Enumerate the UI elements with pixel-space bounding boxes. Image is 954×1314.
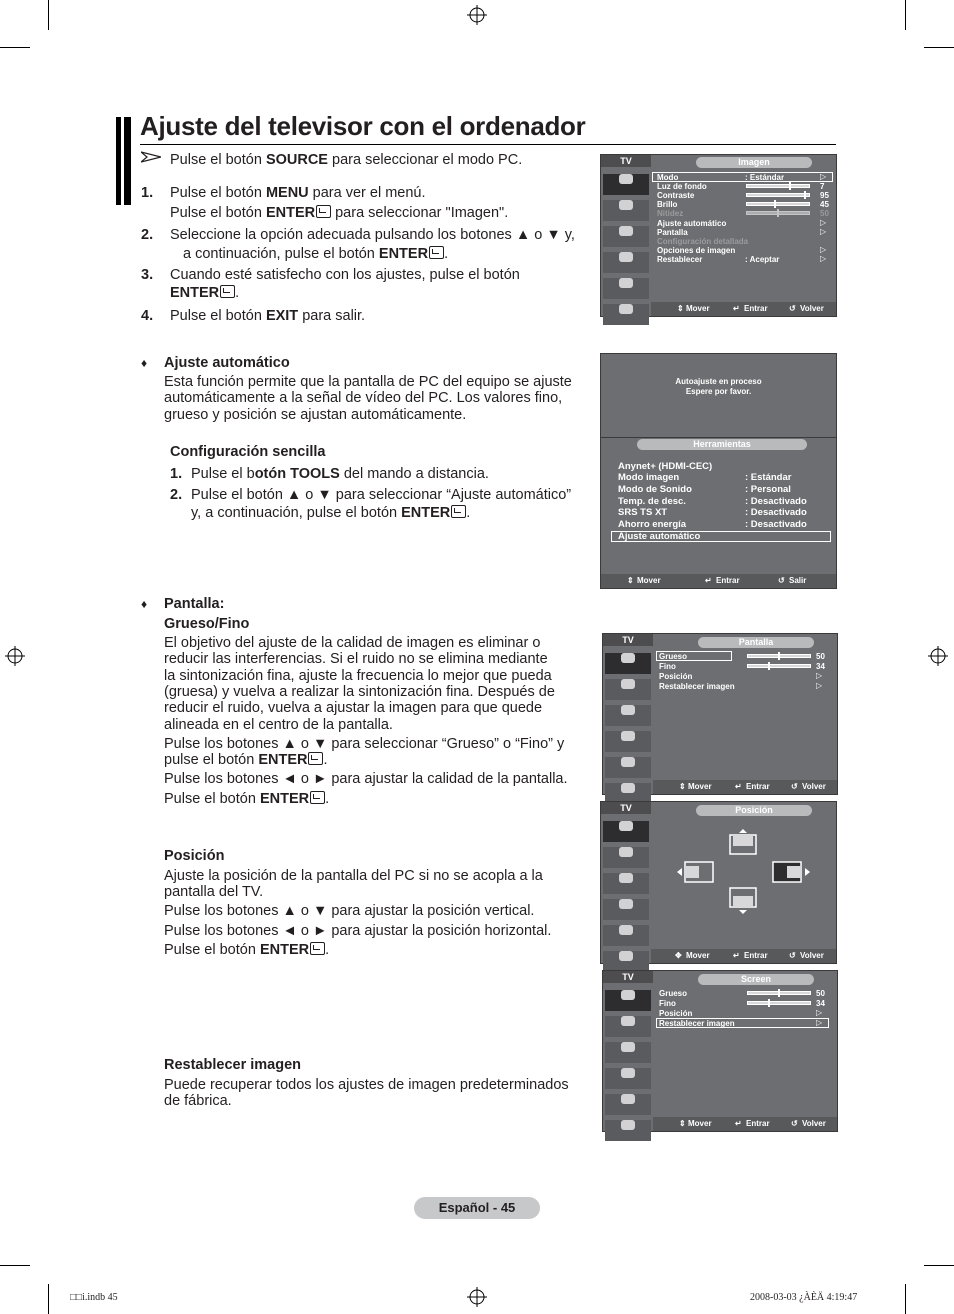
osd-menu-item[interactable]: Modo de Sonido bbox=[618, 484, 692, 495]
osd-sidebar bbox=[603, 169, 649, 327]
section-heading: Pantalla: bbox=[164, 596, 225, 612]
osd-slider[interactable] bbox=[747, 991, 811, 995]
return-icon: ↺ bbox=[789, 951, 796, 960]
footer-move-label: Mover bbox=[688, 782, 712, 791]
submenu-arrow-icon: ▷ bbox=[820, 245, 827, 254]
osd-header: Pantalla bbox=[698, 637, 814, 648]
osd-posicion-screen bbox=[600, 801, 837, 964]
osd-slider[interactable] bbox=[746, 184, 810, 188]
osd-menu-item[interactable]: Restablecer bbox=[657, 255, 703, 264]
osd-item-value: : Desactivado bbox=[745, 496, 807, 507]
input-menu-icon bbox=[603, 278, 649, 299]
step-number: 3. bbox=[141, 267, 154, 283]
osd-footer bbox=[651, 302, 836, 316]
section-heading: Ajuste automático bbox=[164, 355, 290, 371]
osd-menu-item[interactable]: Contraste bbox=[657, 191, 695, 200]
osd-tab: TV bbox=[603, 634, 653, 646]
osd-slider[interactable] bbox=[747, 664, 811, 668]
osd-slider[interactable] bbox=[747, 654, 811, 658]
enter-icon: ↵ bbox=[735, 782, 742, 791]
sound-menu-icon bbox=[605, 679, 651, 700]
osd-item-number: 50 bbox=[816, 652, 825, 661]
osd-item-number: 45 bbox=[820, 200, 829, 209]
osd-menu-item[interactable]: Fino bbox=[659, 999, 676, 1008]
osd-item-number: 95 bbox=[820, 191, 829, 200]
osd-menu-item[interactable]: Anynet+ (HDMI-CEC) bbox=[618, 461, 713, 472]
osd-menu-item: Nitidez bbox=[657, 209, 684, 218]
step-number: 2. bbox=[170, 487, 183, 503]
slider-knob bbox=[778, 989, 780, 997]
input-menu-icon bbox=[605, 1094, 651, 1115]
osd-menu-item[interactable]: Restablecer imagen bbox=[659, 1019, 735, 1028]
step-text: Pulse el botón ▲ o ▼ para seleccionar “Ajuste automático” bbox=[191, 487, 572, 503]
osd-item-number: 50 bbox=[816, 989, 825, 998]
return-icon: ↺ bbox=[791, 1119, 798, 1128]
channel-menu-icon bbox=[603, 226, 649, 247]
sound-menu-icon bbox=[605, 1016, 651, 1037]
subsection-heading: Grueso/Fino bbox=[164, 616, 250, 632]
enter-icon bbox=[308, 752, 323, 765]
slider-knob bbox=[777, 209, 779, 217]
osd-slider[interactable] bbox=[746, 193, 810, 197]
paragraph-line: Pulse los botones ◄ o ► para ajustar la posición horizontal. bbox=[164, 923, 552, 939]
paragraph-line: la sintonización fina, ajuste la frecuencia lo mejor que pueda bbox=[164, 668, 552, 684]
footer-back-label: Volver bbox=[800, 304, 824, 313]
osd-item-value: : Personal bbox=[745, 484, 791, 495]
osd-item-value: : Estándar bbox=[745, 173, 785, 182]
footer-back-label: Salir bbox=[789, 576, 807, 585]
footer-enter-label: Entrar bbox=[744, 951, 768, 960]
footer-move-label: Mover bbox=[688, 1119, 712, 1128]
osd-footer bbox=[653, 1117, 837, 1131]
paragraph-line: alineada en el centro de la pantalla. bbox=[164, 717, 393, 733]
osd-tab: TV bbox=[601, 155, 651, 167]
osd-item-number: 7 bbox=[820, 182, 825, 191]
submenu-arrow-icon: ▷ bbox=[820, 254, 827, 263]
submenu-arrow-icon: ▷ bbox=[816, 1018, 823, 1027]
channel-menu-icon bbox=[605, 705, 651, 726]
enter-icon bbox=[451, 505, 466, 518]
paragraph-line: (gruesa) y vuelva a realizar la sintonización fina. Después de bbox=[164, 684, 555, 700]
enter-icon bbox=[316, 205, 331, 218]
paragraph-line: Pulse el botón ENTER . bbox=[164, 942, 330, 958]
submenu-arrow-icon: ▷ bbox=[816, 671, 823, 680]
move-icon: ⇕ bbox=[679, 1119, 686, 1128]
osd-menu-item[interactable]: Posición bbox=[659, 672, 693, 681]
footer-move-label: Mover bbox=[686, 951, 710, 960]
osd-footer bbox=[653, 780, 837, 794]
submenu-arrow-icon: ▷ bbox=[816, 1008, 823, 1017]
move-icon: ⇕ bbox=[627, 576, 634, 585]
osd-menu-item[interactable]: Modo imagen bbox=[618, 472, 680, 483]
osd-menu-item: Configuración detallada bbox=[657, 237, 749, 246]
crop-mark bbox=[905, 1284, 906, 1314]
crop-mark bbox=[905, 0, 906, 30]
osd-footer bbox=[651, 949, 836, 963]
osd-slider[interactable] bbox=[746, 202, 810, 206]
osd-item-number: 34 bbox=[816, 999, 825, 1008]
title-bar-decoration bbox=[116, 117, 121, 205]
registration-mark-icon bbox=[5, 646, 25, 666]
step-text: a continuación, pulse el botón ENTER . bbox=[183, 246, 449, 262]
osd-tools-screen bbox=[600, 437, 837, 589]
osd-pantalla-screen bbox=[602, 633, 838, 795]
osd-screen-screen bbox=[602, 970, 838, 1132]
step-text: Pulse el botón ENTER para seleccionar "Imagen". bbox=[170, 205, 509, 221]
paragraph-line: Pulse los botones ◄ o ► para ajustar la calidad de la pantalla. bbox=[164, 771, 568, 787]
slider-knob bbox=[804, 191, 806, 199]
title-bar-decoration bbox=[124, 117, 131, 205]
submenu-arrow-icon: ▷ bbox=[820, 172, 827, 181]
sound-menu-icon bbox=[603, 847, 649, 868]
bullet: ♦ bbox=[141, 597, 148, 611]
paragraph-line: reducir el ruido, vuelva a ajustar la imagen para que quede bbox=[164, 700, 543, 716]
osd-menu-item[interactable]: Modo bbox=[657, 173, 679, 182]
osd-slider bbox=[746, 211, 810, 215]
progress-message: Autoajuste en proceso bbox=[675, 377, 762, 386]
slider-knob bbox=[774, 200, 776, 208]
osd-sidebar bbox=[603, 816, 649, 974]
osd-tab: TV bbox=[601, 802, 651, 814]
osd-header: Posición bbox=[696, 805, 812, 816]
osd-sidebar bbox=[605, 648, 651, 806]
footer-enter-label: Entrar bbox=[746, 1119, 770, 1128]
enter-icon: ↵ bbox=[735, 1119, 742, 1128]
move-icon: ⇕ bbox=[677, 304, 684, 313]
osd-item-number: 50 bbox=[820, 209, 829, 218]
channel-menu-icon bbox=[605, 1042, 651, 1063]
footer-move-label: Mover bbox=[637, 576, 661, 585]
osd-item-value: : Desactivado bbox=[745, 507, 807, 518]
registration-mark-icon bbox=[467, 1287, 487, 1307]
intro-text: Pulse el botón SOURCE para seleccionar el modo PC. bbox=[170, 152, 523, 168]
sound-menu-icon bbox=[603, 200, 649, 221]
paragraph-line: grueso y posición se ajustan automáticamente. bbox=[164, 407, 467, 423]
print-slug-left: □□i.indb 45 bbox=[70, 1292, 118, 1303]
crop-mark bbox=[48, 1284, 49, 1314]
move-icon: ⇕ bbox=[679, 782, 686, 791]
paragraph-line: Pulse el botón ENTER . bbox=[164, 791, 330, 807]
page-number-badge: Español - 45 bbox=[414, 1197, 540, 1219]
crop-mark bbox=[0, 47, 30, 48]
step-text: ENTER . bbox=[170, 285, 240, 301]
slider-knob bbox=[789, 182, 791, 190]
paragraph-line: Esta función permite que la pantalla de PC del equipo se ajuste bbox=[164, 374, 572, 390]
crop-mark bbox=[924, 47, 954, 48]
submenu-arrow-icon: ▷ bbox=[816, 681, 823, 690]
osd-slider[interactable] bbox=[747, 1001, 811, 1005]
osd-menu-item[interactable]: Grueso bbox=[659, 989, 688, 998]
osd-header: Herramientas bbox=[637, 439, 807, 450]
picture-menu-icon bbox=[605, 653, 651, 674]
enter-icon: ↵ bbox=[733, 304, 740, 313]
footer-back-label: Volver bbox=[802, 1119, 826, 1128]
setup-menu-icon bbox=[605, 1068, 651, 1089]
bullet: ♦ bbox=[141, 356, 148, 370]
paragraph-line: Pulse los botones ▲ o ▼ para ajustar la posición vertical. bbox=[164, 903, 535, 919]
page-title: Ajuste del televisor con el ordenador bbox=[140, 111, 586, 141]
picture-menu-icon bbox=[603, 821, 649, 842]
osd-tab: TV bbox=[603, 971, 653, 983]
osd-header: Imagen bbox=[696, 157, 812, 168]
application-menu-icon bbox=[603, 304, 649, 325]
osd-menu-item[interactable]: Luz de fondo bbox=[657, 182, 707, 191]
registration-mark-icon bbox=[467, 5, 487, 25]
step-text: Pulse el botón MENU para ver el menú. bbox=[170, 185, 426, 201]
submenu-arrow-icon: ▷ bbox=[820, 227, 827, 236]
slider-knob bbox=[768, 999, 770, 1007]
osd-header: Screen bbox=[698, 974, 814, 985]
position-adjust-diagram[interactable] bbox=[671, 826, 821, 926]
step-number: 1. bbox=[141, 185, 154, 201]
subsection-heading: Posición bbox=[164, 848, 225, 864]
channel-menu-icon bbox=[603, 873, 649, 894]
step-text: Seleccione la opción adecuada pulsando los botones ▲ o ▼ y, bbox=[170, 227, 575, 243]
application-menu-icon bbox=[605, 1120, 651, 1141]
osd-menu-item[interactable]: SRS TS XT bbox=[618, 507, 668, 518]
return-icon: ↺ bbox=[778, 576, 785, 585]
osd-menu-item[interactable]: Pantalla bbox=[657, 228, 688, 237]
crop-mark bbox=[924, 1265, 954, 1266]
paragraph-line: Ajuste la posición de la pantalla del PC si no se acopla a la bbox=[164, 868, 543, 884]
paragraph-line: reducir las interferencias. Si el ruido no se elimina mediante bbox=[164, 651, 548, 667]
osd-menu-item[interactable]: Fino bbox=[659, 662, 676, 671]
step-number: 1. bbox=[170, 466, 183, 482]
step-text: Pulse el botón EXIT para salir. bbox=[170, 308, 366, 324]
step-number: 2. bbox=[141, 227, 154, 243]
osd-menu-item[interactable]: Ahorro energía bbox=[618, 519, 687, 530]
footer-back-label: Volver bbox=[802, 782, 826, 791]
picture-menu-icon bbox=[605, 990, 651, 1011]
setup-menu-icon bbox=[603, 899, 649, 920]
osd-menu-item[interactable]: Ajuste automático bbox=[618, 531, 701, 542]
footer-move-label: Mover bbox=[686, 304, 710, 313]
print-slug-right: 2008-03-03 ¿ÀÈÄ 4:19:47 bbox=[750, 1292, 858, 1303]
setup-menu-icon bbox=[603, 252, 649, 273]
note-arrow-icon bbox=[141, 151, 161, 163]
subsection-heading: Configuración sencilla bbox=[170, 444, 326, 460]
paragraph-line: automáticamente a la señal de vídeo del PC. Los valores fino, bbox=[164, 390, 563, 406]
enter-icon bbox=[429, 246, 444, 259]
step-text: Pulse el botón TOOLS del mando a distancia. bbox=[191, 466, 489, 482]
enter-icon: ↵ bbox=[733, 951, 740, 960]
osd-item-value: : Estándar bbox=[745, 472, 792, 483]
setup-menu-icon bbox=[605, 731, 651, 752]
slider-knob bbox=[778, 652, 780, 660]
progress-message: Espere por favor. bbox=[685, 387, 752, 396]
osd-menu-item[interactable]: Brillo bbox=[657, 200, 678, 209]
subsection-heading: Restablecer imagen bbox=[164, 1057, 302, 1073]
osd-sidebar bbox=[605, 985, 651, 1143]
osd-imagen-screen bbox=[600, 154, 837, 317]
title-rule bbox=[140, 144, 836, 145]
osd-menu-item[interactable]: Restablecer imagen bbox=[659, 682, 735, 691]
picture-menu-icon bbox=[603, 174, 649, 195]
paragraph-line: pulse el botón ENTER . bbox=[164, 752, 328, 768]
enter-icon bbox=[220, 285, 235, 298]
paragraph-line: pantalla del TV. bbox=[164, 884, 264, 900]
return-icon: ↺ bbox=[791, 782, 798, 791]
application-menu-icon bbox=[603, 951, 649, 972]
step-text: y, a continuación, pulse el botón ENTER . bbox=[191, 505, 471, 521]
osd-menu-item[interactable]: Ajuste automático bbox=[657, 219, 727, 228]
enter-icon bbox=[310, 791, 325, 804]
registration-mark-icon bbox=[928, 646, 948, 666]
submenu-arrow-icon: ▷ bbox=[820, 218, 827, 227]
osd-menu-item[interactable]: Opciones de imagen bbox=[657, 246, 736, 255]
paragraph-line: Pulse los botones ▲ o ▼ para seleccionar “Grueso” o “Fino” y bbox=[164, 736, 565, 752]
step-text: Cuando esté satisfecho con los ajustes, pulse el botón bbox=[170, 267, 520, 283]
osd-menu-item[interactable]: Grueso bbox=[659, 652, 688, 661]
input-menu-icon bbox=[603, 925, 649, 946]
osd-selection-box bbox=[652, 172, 833, 182]
input-menu-icon bbox=[605, 757, 651, 778]
osd-item-value: : Desactivado bbox=[745, 519, 807, 530]
osd-menu-item[interactable]: Posición bbox=[659, 1009, 693, 1018]
footer-enter-label: Entrar bbox=[716, 576, 740, 585]
slider-knob bbox=[768, 662, 770, 670]
footer-enter-label: Entrar bbox=[746, 782, 770, 791]
enter-icon bbox=[310, 942, 325, 955]
osd-item-value: : Aceptar bbox=[745, 255, 780, 264]
paragraph-line: El objetivo del ajuste de la calidad de imagen es eliminar o bbox=[164, 635, 541, 651]
return-icon: ↺ bbox=[789, 304, 796, 313]
enter-icon: ↵ bbox=[705, 576, 712, 585]
crop-mark bbox=[0, 1265, 30, 1266]
osd-footer bbox=[601, 574, 836, 588]
osd-menu-item[interactable]: Temp. de desc. bbox=[618, 496, 686, 507]
crop-mark bbox=[48, 0, 49, 30]
move-icon: ✥ bbox=[675, 951, 682, 960]
step-number: 4. bbox=[141, 308, 154, 324]
paragraph-line: de fábrica. bbox=[164, 1093, 232, 1109]
footer-back-label: Volver bbox=[800, 951, 824, 960]
paragraph-line: Puede recuperar todos los ajustes de imagen predeterminados bbox=[164, 1077, 569, 1093]
osd-item-number: 34 bbox=[816, 662, 825, 671]
footer-enter-label: Entrar bbox=[744, 304, 768, 313]
